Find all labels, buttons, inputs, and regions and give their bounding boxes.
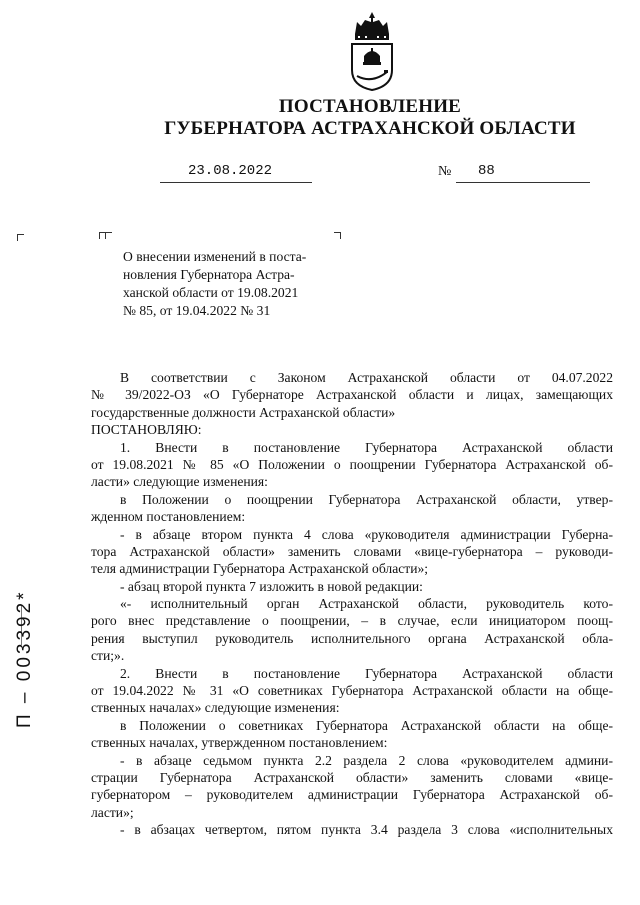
body-line: - в абзаце седьмом пункта 2.2 раздела 2 слова «руководителем админи- [120, 752, 613, 768]
corner-mark [105, 232, 112, 239]
body-line: в Положении о поощрении Губернатора Астраханской области, утвер- [120, 491, 613, 507]
corner-mark [334, 232, 341, 239]
subject-line: О внесении изменений в поста- [123, 249, 307, 264]
body-line: ственных началах, утвержденном постановлением: [91, 735, 388, 751]
body-line: - в абзаце втором пункта 4 слова «руководителя администрации Губерна- [120, 526, 613, 542]
body-line: рого внес представление о поощрении, – в случае, если инициатором поощ- [91, 613, 613, 629]
issuer-title: ГУБЕРНАТОРА АСТРАХАНСКОЙ ОБЛАСТИ [164, 118, 576, 139]
body-line: ласти» следующие изменения: [91, 474, 268, 490]
document-body [91, 369, 613, 839]
subject-line: новления Губернатора Астра- [123, 267, 295, 282]
body-line: жденном постановлением: [91, 509, 246, 525]
astrakhan-coat-of-arms-icon [349, 10, 395, 92]
body-line: В соответствии с Законом Астраханской области от 04.07.2022 [120, 370, 613, 385]
date-value: 23.08.2022 [188, 163, 273, 179]
serial-number: П – 003392* [14, 589, 35, 728]
body-line: государственные должности Астраханской области» [91, 404, 396, 420]
corner-mark [17, 234, 24, 241]
body-line: в Положении о советниках Губернатора Астраханской области на обще- [120, 717, 613, 733]
body-line: - абзац второй пункта 7 изложить в новой редакции: [120, 578, 423, 594]
body-line: рения выступил руководитель исполнительного органа Астраханской обла- [91, 630, 613, 646]
body-line: тора Астраханской области» заменить словами «вице-губернатора – руководи- [91, 543, 613, 559]
document-subject [123, 248, 329, 320]
number-value: 88 [478, 163, 495, 179]
serial-number-stamp [14, 589, 35, 728]
body-line: 2. Внести в постановление Губернатора Астраханской области [120, 665, 613, 681]
body-line: страции Губернатора Астраханской области» заменить словами «вице- [91, 769, 613, 785]
subject-line: № 85, от 19.04.2022 № 31 [123, 303, 271, 318]
subject-line: ханской области от 19.08.2021 [123, 285, 299, 300]
body-line: сти;». [91, 648, 125, 664]
body-line: от 19.08.2021 № 85 «О Положении о поощрении Губернатора Астраханской об- [91, 456, 613, 472]
document-type-title: ПОСТАНОВЛЕНИЕ [278, 96, 462, 117]
body-line: «- исполнительный орган Астраханской области, руководитель кото- [120, 596, 613, 612]
date-field [160, 163, 312, 183]
body-line: от 19.04.2022 № 31 «О советниках Губернатора Астраханской области на обще- [91, 683, 613, 699]
body-line: ственных началах» следующие изменения: [91, 700, 340, 716]
body-line: - в абзацах четвертом, пятом пункта 3.4 раздела 3 слова «исполнительных [120, 822, 613, 838]
body-line: теля администрации Губернатора Астраханской области»; [91, 561, 429, 577]
number-field [456, 163, 590, 183]
number-sign: № [438, 164, 452, 179]
body-line: ласти»; [91, 804, 134, 820]
body-line: 1. Внести в постановление Губернатора Астраханской области [120, 439, 613, 455]
body-line: губернатором – руководителем администрации Губернатора Астраханской об- [91, 787, 613, 803]
body-line: № 39/2022-ОЗ «О Губернаторе Астраханской области и лицах, замещающих [91, 387, 613, 403]
body-line: ПОСТАНОВЛЯЮ: [91, 422, 202, 438]
